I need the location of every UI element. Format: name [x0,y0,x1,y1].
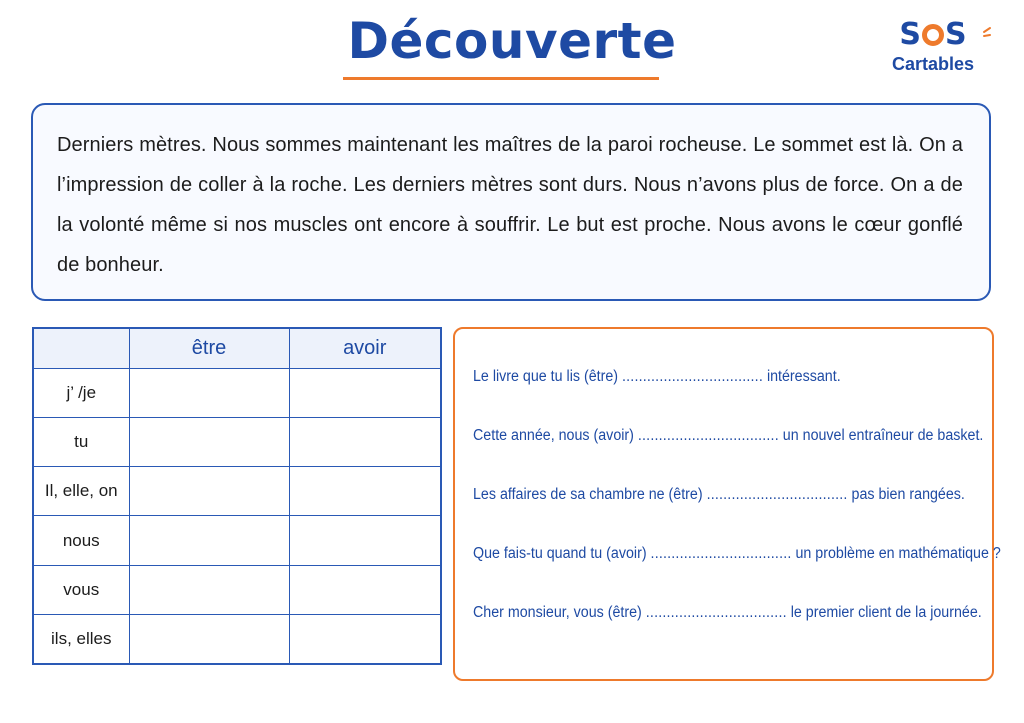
header-empty-cell [33,328,129,368]
etre-answer-cell[interactable] [129,615,289,664]
avoir-answer-cell[interactable] [289,516,441,565]
answer-blank[interactable]: .................................. [637,427,779,444]
pronoun-cell: nous [33,516,129,565]
reading-text-box [31,103,991,301]
exercise-sentence [473,604,982,663]
table-row [33,368,441,417]
pronoun-cell: Il, elle, on [33,467,129,516]
sentence-start: Le livre que tu lis (être) [473,368,619,385]
etre-answer-cell[interactable] [129,516,289,565]
avoir-answer-cell[interactable] [289,615,441,664]
sos-cartables-logo [878,18,988,78]
logo-subtitle: Cartables [891,54,975,74]
sentence-end: le premier client de la journée. [790,604,982,621]
sentence-end: intéressant. [766,368,841,385]
exercise-sentence [473,545,1001,604]
etre-answer-cell[interactable] [129,417,289,466]
header-avoir: avoir [289,328,441,368]
header-etre: être [129,328,289,368]
sentence-start: Cette année, nous (avoir) [473,427,634,444]
logo-ring-icon [922,24,944,46]
table-row [33,615,441,664]
answer-blank[interactable]: .................................. [645,604,787,621]
title-underline [343,77,659,80]
page-title: Découverte [347,12,677,70]
sentence-start: Les affaires de sa chambre ne (être) [473,486,703,503]
table-row [33,467,441,516]
avoir-answer-cell[interactable] [289,417,441,466]
etre-answer-cell[interactable] [129,368,289,417]
exercise-sentence [473,486,965,545]
answer-blank[interactable]: .................................. [650,545,792,562]
table-row [33,417,441,466]
avoir-answer-cell[interactable] [289,368,441,417]
avoir-answer-cell[interactable] [289,467,441,516]
avoir-answer-cell[interactable] [289,565,441,614]
fill-in-exercise-box [453,327,1001,681]
sentence-start: Cher monsieur, vous (être) [473,604,642,621]
logo-wordmark [878,18,988,52]
pronoun-cell: vous [33,565,129,614]
reading-paragraph: Derniers mètres. Nous sommes maintenant les maîtres de la paroi rocheuse. Le sommet est là. On a l’impression de coller à la roche. Les derniers mètres sont durs. Nous n’avons plus de force. On a de la volonté même si nos muscles ont encore à souffrir. Le but est proche. Nous avons le cœur gonflé de bonheur. [57,134,963,276]
table-row [33,565,441,614]
pronoun-cell: ils, elles [33,615,129,664]
sentence-end: un problème en mathématique ? [795,545,1001,562]
etre-answer-cell[interactable] [129,565,289,614]
sentence-end: un nouvel entraîneur de basket. [782,427,984,444]
sentence-start: Que fais-tu quand tu (avoir) [473,545,647,562]
pronoun-cell: j’ /je [33,368,129,417]
conjugation-table [32,327,442,665]
table-header-row [33,328,441,368]
pronoun-cell: tu [33,417,129,466]
logo-spark-icon [982,24,992,38]
logo-letter-left: S [899,17,921,52]
table-row [33,516,441,565]
etre-answer-cell[interactable] [129,467,289,516]
logo-letter-right: S [945,17,967,52]
sentence-end: pas bien rangées. [851,486,965,503]
exercise-sentence [473,427,984,486]
answer-blank[interactable]: .................................. [706,486,848,503]
answer-blank[interactable]: .................................. [622,368,763,385]
exercise-sentence [473,368,950,427]
